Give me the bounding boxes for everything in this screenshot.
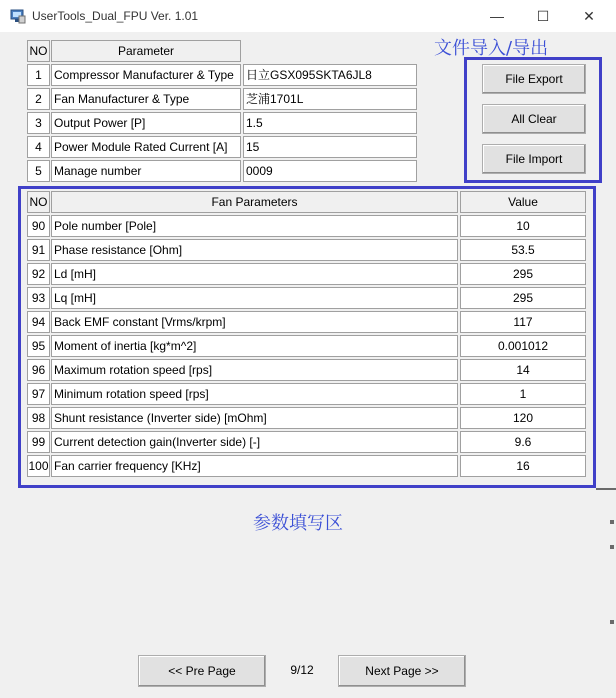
fan-row-name: Moment of inertia [kg*m^2] xyxy=(51,335,458,357)
fan-header-name: Fan Parameters xyxy=(51,191,458,213)
fan-row-value-input[interactable]: 10 xyxy=(460,215,586,237)
param-row-1-input[interactable]: 日立GSX095SKTA6JL8 xyxy=(243,64,417,86)
param-row-5-input[interactable]: 0009 xyxy=(243,160,417,182)
param-row-3-input[interactable]: 1.5 xyxy=(243,112,417,134)
title-bar[interactable] xyxy=(0,0,616,32)
maximize-button[interactable] xyxy=(520,0,566,32)
close-button[interactable] xyxy=(566,0,612,32)
fan-row-value-input[interactable]: 1 xyxy=(460,383,586,405)
param-row-4-input[interactable]: 15 xyxy=(243,136,417,158)
fan-row-value-input[interactable]: 120 xyxy=(460,407,586,429)
fan-row-name: Phase resistance [Ohm] xyxy=(51,239,458,261)
close-icon: ✕ xyxy=(583,7,595,24)
fan-row-value-input[interactable]: 16 xyxy=(460,455,586,477)
param-area-annotation: 参数填写区 xyxy=(253,513,343,534)
fan-row-value-input[interactable]: 295 xyxy=(460,263,586,285)
fan-row-name: Lq [mH] xyxy=(51,287,458,309)
param-header-no: NO xyxy=(27,40,50,62)
param-header-parameter: Parameter xyxy=(51,40,241,62)
minimize-button[interactable] xyxy=(474,0,520,32)
background-window-mark xyxy=(610,520,614,524)
param-row-4-no: 4 xyxy=(27,136,50,158)
background-window-mark xyxy=(610,620,614,624)
fan-row-no: 98 xyxy=(27,407,50,429)
app-icon xyxy=(10,8,26,24)
param-row-4-label: Power Module Rated Current [A] xyxy=(51,136,241,158)
param-row-3-no: 3 xyxy=(27,112,50,134)
param-row-2-input[interactable]: 芝浦1701L xyxy=(243,88,417,110)
fan-row-name: Ld [mH] xyxy=(51,263,458,285)
param-row-5-label: Manage number xyxy=(51,160,241,182)
background-window-edge xyxy=(596,488,616,490)
param-row-2-label: Fan Manufacturer & Type xyxy=(51,88,241,110)
file-export-button[interactable]: File Export xyxy=(482,64,586,94)
fan-row-no: 94 xyxy=(27,311,50,333)
prev-page-button[interactable]: << Pre Page xyxy=(138,655,266,687)
fan-row-name: Current detection gain(Inverter side) [-] xyxy=(51,431,458,453)
maximize-icon: ☐ xyxy=(536,7,550,24)
background-window-mark xyxy=(610,545,614,549)
fan-row-name: Minimum rotation speed [rps] xyxy=(51,383,458,405)
fan-row-value-input[interactable]: 14 xyxy=(460,359,586,381)
fan-header-value: Value xyxy=(460,191,586,213)
param-row-2-no: 2 xyxy=(27,88,50,110)
fan-header-no: NO xyxy=(27,191,50,213)
minimize-icon: — xyxy=(490,8,504,24)
fan-row-no: 100 xyxy=(27,455,50,477)
fan-row-no: 96 xyxy=(27,359,50,381)
fan-row-value-input[interactable]: 53.5 xyxy=(460,239,586,261)
file-io-annotation: 文件导入/导出 xyxy=(434,38,549,59)
fan-row-name: Fan carrier frequency [KHz] xyxy=(51,455,458,477)
fan-row-no: 99 xyxy=(27,431,50,453)
file-import-button[interactable]: File Import xyxy=(482,144,586,174)
next-page-button[interactable]: Next Page >> xyxy=(338,655,466,687)
fan-row-no: 93 xyxy=(27,287,50,309)
param-row-1-no: 1 xyxy=(27,64,50,86)
param-row-3-label: Output Power [P] xyxy=(51,112,241,134)
param-row-1-label: Compressor Manufacturer & Type xyxy=(51,64,241,86)
fan-row-no: 97 xyxy=(27,383,50,405)
fan-row-no: 91 xyxy=(27,239,50,261)
fan-row-value-input[interactable]: 295 xyxy=(460,287,586,309)
fan-row-name: Shunt resistance (Inverter side) [mOhm] xyxy=(51,407,458,429)
fan-row-value-input[interactable]: 117 xyxy=(460,311,586,333)
fan-row-no: 90 xyxy=(27,215,50,237)
param-row-5-no: 5 xyxy=(27,160,50,182)
fan-row-name: Back EMF constant [Vrms/krpm] xyxy=(51,311,458,333)
fan-row-name: Maximum rotation speed [rps] xyxy=(51,359,458,381)
all-clear-button[interactable]: All Clear xyxy=(482,104,586,134)
fan-row-no: 92 xyxy=(27,263,50,285)
fan-row-value-input[interactable]: 0.001012 xyxy=(460,335,586,357)
fan-row-value-input[interactable]: 9.6 xyxy=(460,431,586,453)
fan-row-no: 95 xyxy=(27,335,50,357)
fan-row-name: Pole number [Pole] xyxy=(51,215,458,237)
page-indicator: 9/12 xyxy=(290,663,314,677)
window-title: UserTools_Dual_FPU Ver. 1.01 xyxy=(32,9,199,23)
